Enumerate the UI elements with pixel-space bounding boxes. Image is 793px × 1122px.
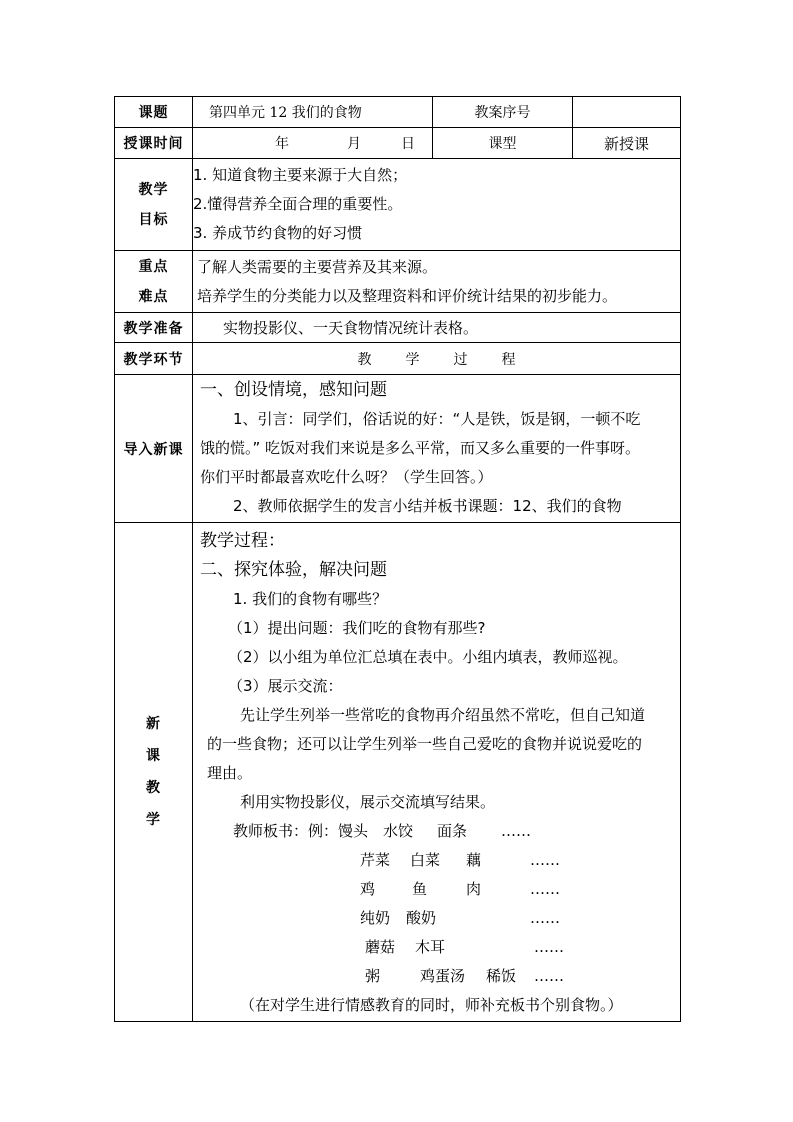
day-label: 日	[401, 136, 415, 152]
board-food: 粥	[365, 967, 381, 985]
row-key-points	[115, 251, 681, 313]
month-label: 月	[347, 136, 361, 152]
process-title	[193, 343, 681, 375]
year-label: 年	[275, 136, 289, 152]
board-ellipsis: ……	[501, 822, 532, 840]
key-points-label	[115, 251, 193, 313]
intro-paragraph-line: 饿的慌。” 吃饭对我们来说是多么平常，而又多么重要的一件事呀。	[200, 439, 641, 457]
board-food: 蘑菇	[365, 938, 396, 956]
process-title-text: 教学过程：	[200, 531, 285, 551]
intro-content	[193, 375, 681, 523]
board-food: 水饺	[383, 822, 414, 840]
goals-label-1: 教学	[138, 181, 169, 198]
discussion-line: 先让学生列举一些常吃的食物再介绍虽然不常吃，但自己知道	[240, 706, 646, 724]
difficult-label: 难点	[138, 288, 169, 305]
process-label: 教学环节	[115, 343, 193, 375]
lesson-type-value: 新授课	[573, 128, 681, 159]
row-preparation	[115, 313, 681, 343]
board-row	[200, 875, 680, 904]
discussion-line: 理由。	[207, 764, 253, 782]
board-food: 鱼	[412, 880, 428, 898]
process-title-char: 程	[501, 351, 516, 368]
new-lesson-heading: 二、探究体验，解决问题	[200, 560, 387, 580]
question-1: 1. 我们的食物有哪些？	[233, 590, 388, 608]
intro-paragraph-line: 你们平时都最喜欢吃什么呀？（学生回答。）	[200, 468, 493, 486]
goals-label	[115, 159, 193, 251]
difficult-point-text: 培养学生的分类能力以及整理资料和评价统计结果的初步能力。	[197, 286, 618, 305]
board-row	[200, 904, 680, 933]
board-food: 藕	[466, 851, 482, 869]
key-label: 重点	[138, 258, 169, 275]
board-food: 芹菜	[360, 851, 391, 869]
new-lesson-label	[115, 523, 193, 1022]
plan-number-label: 教案序号	[433, 97, 573, 128]
key-points-content	[193, 251, 681, 313]
time-value	[193, 128, 433, 159]
board-row	[200, 817, 680, 846]
plan-number-value	[573, 97, 681, 128]
board-food: 鸡	[360, 880, 376, 898]
new-lesson-label-char: 学	[146, 812, 161, 828]
new-lesson-label-char: 课	[146, 748, 161, 764]
intro-paragraph-2: 2、教师依据学生的发言小结并板书课题：12、我们的食物	[233, 497, 622, 515]
key-point-text: 了解人类需要的主要营养及其来源。	[197, 257, 438, 276]
step-2: （2）以小组为单位汇总填在表中。小组内填表，教师巡视。	[228, 648, 628, 666]
goals-content	[193, 159, 681, 251]
preparation-label: 教学准备	[115, 313, 193, 343]
step-1: （1）提出问题：我们吃的食物有那些?	[228, 619, 486, 637]
closing-note: （在对学生进行情感教育的同时，师补充板书个别食物。）	[240, 996, 623, 1014]
goal-item: 1. 知道食物主要来源于大自然；	[193, 166, 408, 184]
topic-value: 第四单元 12 我们的食物	[193, 97, 433, 128]
board-food: 稀饭	[486, 967, 517, 985]
process-title-char: 过	[453, 351, 468, 368]
board-food: 白菜	[410, 851, 441, 869]
new-lesson-label-char: 教	[146, 780, 161, 796]
board-ellipsis: ……	[530, 909, 560, 927]
goal-item: 2.懂得营养全面合理的重要性。	[193, 195, 403, 213]
board-food: 馒头	[338, 822, 369, 840]
row-goals	[115, 159, 681, 251]
intro-paragraph-line: 1、引言：同学们，俗话说的好：“人是铁，饭是钢，一顿不吃	[233, 410, 641, 428]
row-new-lesson	[115, 523, 681, 1022]
lesson-type-label: 课型	[433, 128, 573, 159]
goals-label-2: 目标	[138, 211, 169, 228]
board-food: 纯奶	[360, 909, 391, 927]
new-lesson-label-char: 新	[146, 716, 161, 732]
lesson-plan-table	[114, 96, 681, 1022]
topic-label: 课题	[115, 97, 193, 128]
goal-item: 3. 养成节约食物的好习惯	[193, 224, 363, 242]
board-food: 面条	[437, 822, 468, 840]
time-label: 授课时间	[115, 128, 193, 159]
process-title-char: 教	[357, 351, 372, 368]
board-ellipsis: ……	[534, 938, 564, 956]
board-row	[200, 846, 680, 875]
board-ellipsis: ……	[534, 967, 564, 985]
board-ellipsis: ……	[530, 880, 560, 898]
board-ellipsis: ……	[530, 851, 560, 869]
board-food: 酸奶	[406, 909, 437, 927]
row-process-header	[115, 343, 681, 375]
preparation-value: 实物投影仪、一天食物情况统计表格。	[193, 313, 681, 343]
step-3: （3）展示交流：	[228, 677, 343, 695]
board-food: 木耳	[415, 938, 446, 956]
intro-heading: 一、创设情境，感知问题	[200, 380, 387, 400]
process-title-char: 学	[405, 351, 420, 368]
board-prefix: 教师板书：例：	[233, 822, 339, 840]
board-food: 肉	[466, 880, 482, 898]
new-lesson-content	[193, 523, 681, 1022]
projector-line: 利用实物投影仪，展示交流填写结果。	[240, 793, 496, 811]
board-food: 鸡蛋汤	[420, 967, 466, 985]
discussion-line: 的一些食物；还可以让学生列举一些自己爱吃的食物并说说爱吃的	[207, 735, 643, 753]
row-time	[115, 128, 681, 159]
board-row	[200, 933, 680, 962]
row-intro	[115, 375, 681, 523]
intro-label: 导入新课	[115, 375, 193, 523]
row-topic	[115, 97, 681, 128]
board-row	[200, 962, 680, 991]
